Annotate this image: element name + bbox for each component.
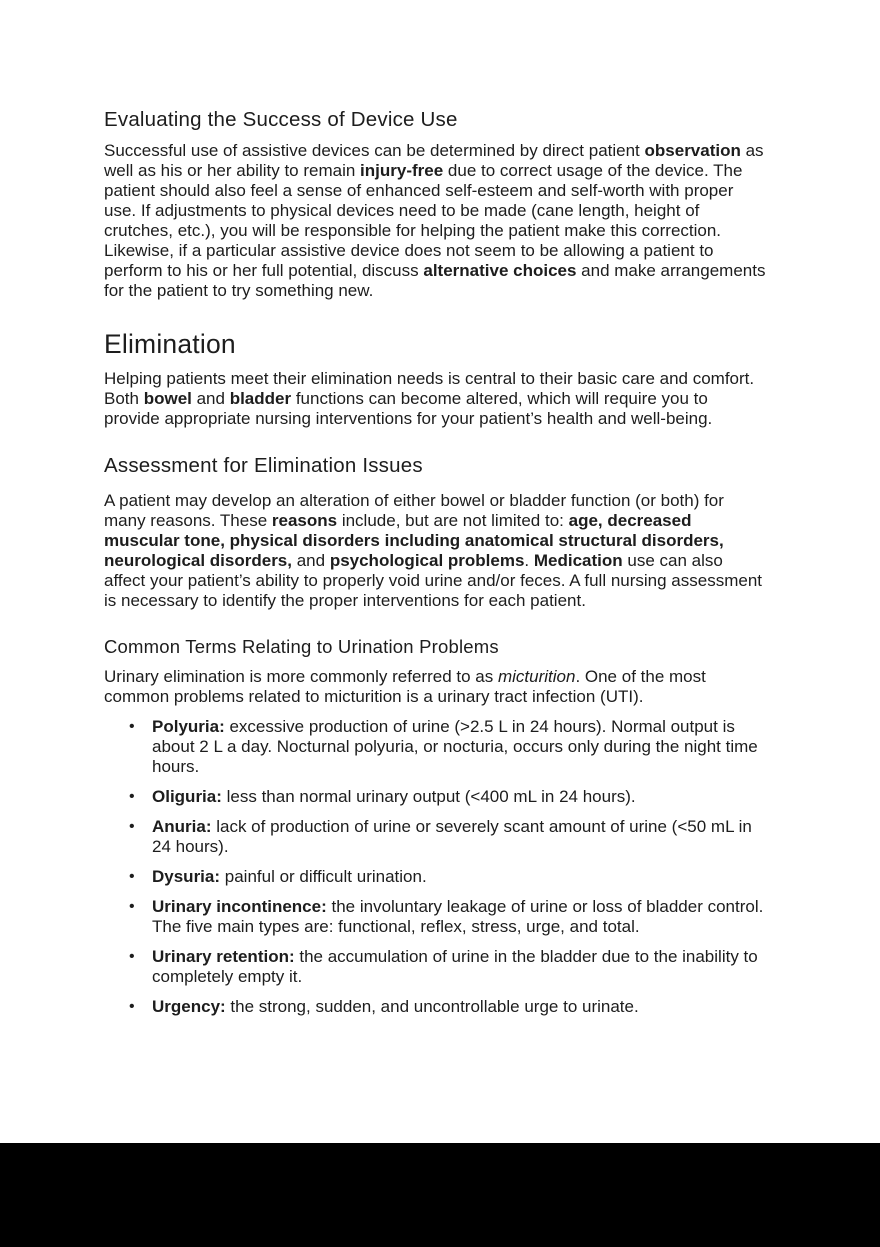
device-use-paragraph: Successful use of assistive devices can be determined by direct patient observation as well as his or her ability to remain injury-free due to correct usage of the device. The patient should also feel a sense of enhanced self-esteem and self-worth with proper use. If adjustments to physical devices need to be made (cane length, height of crutches, etc.), you will be responsible for helping the patient make this correction. Likewise, if a particular assistive device does not seem to be allowing a patient to perform to his or her full potential, discuss alternative choices and make arrangements for the patient to try something new. xyxy=(104,141,766,300)
list-item-urinary-incontinence: • Urinary incontinence: the involuntary leakage of urine or loss of bladder control. The five main types are: functional, reflex, stress, urge, and total. xyxy=(104,897,776,937)
assessment-paragraph: A patient may develop an alteration of either bowel or bladder function (or both) for many reasons. These reasons include, but are not limited to: age, decreased muscular tone, physical disorders including anatomical structural disorders, neurological disorders, and psychological problems. Medication use can also affect your patient’s ability to properly void urine and/or feces. A full nursing assessment is necessary to identify the proper interventions for each patient. xyxy=(104,491,763,610)
list-item-urgency: • Urgency: the strong, sudden, and uncontrollable urge to urinate. xyxy=(104,997,776,1017)
list-item-oliguria: • Oliguria: less than normal urinary output (<400 mL in 24 hours). xyxy=(104,787,776,807)
section-heading-assessment: Assessment for Elimination Issues xyxy=(104,454,423,477)
list-item-dysuria: • Dysuria: painful or difficult urination. xyxy=(104,867,776,887)
urination-terms-intro-paragraph: Urinary elimination is more commonly referred to as micturition. One of the most common problems related to micturition is a urinary tract infection (UTI). xyxy=(104,667,706,706)
subsection-heading-common-terms: Common Terms Relating to Urination Problems xyxy=(104,636,499,657)
urination-terms-list xyxy=(104,717,776,1017)
page-content xyxy=(104,107,776,1027)
section-heading-device-use: Evaluating the Success of Device Use xyxy=(104,108,458,131)
chapter-heading-elimination: Elimination xyxy=(104,329,236,359)
list-item-polyuria: • Polyuria: excessive production of urine (>2.5 L in 24 hours). Normal output is about 2 L a day. Nocturnal polyuria, or nocturia, occurs only during the night time hours. xyxy=(104,717,776,777)
list-item-anuria: • Anuria: lack of production of urine or severely scant amount of urine (<50 mL in 24 hours). xyxy=(104,817,776,857)
list-item-urinary-retention: • Urinary retention: the accumulation of urine in the bladder due to the inability to completely empty it. xyxy=(104,947,776,987)
bottom-letterbox-bar xyxy=(0,1143,880,1247)
elimination-intro-paragraph: Helping patients meet their elimination needs is central to their basic care and comfort. Both bowel and bladder functions can become altered, which will require you to provide appropriate nursing interventions for your patient’s health and well-being. xyxy=(104,369,755,428)
